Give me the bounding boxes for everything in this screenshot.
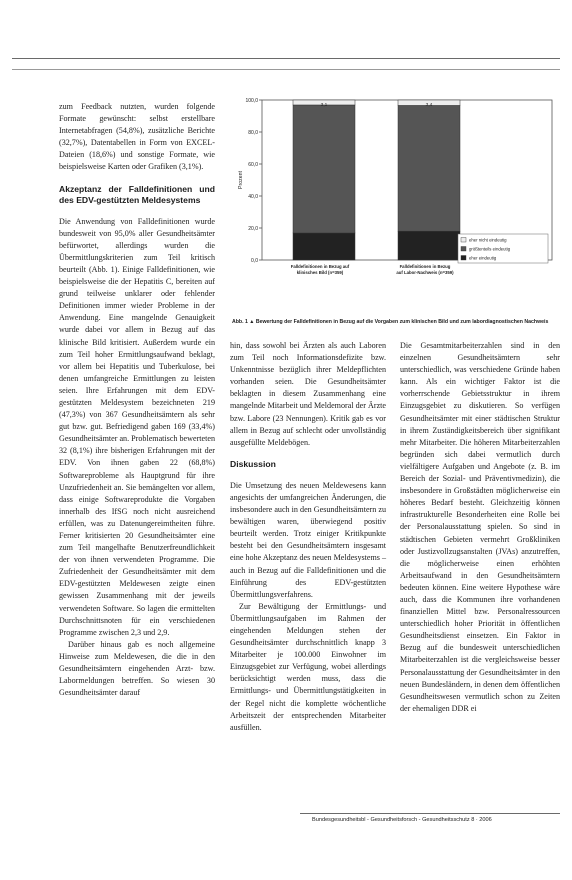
y-axis-label: Prozent xyxy=(238,171,244,189)
x-category-label: auf Labor-Nachweis (n=359) xyxy=(396,270,454,275)
col1-paragraph-2: Die Anwendung von Falldefinitionen wurde bundesweit von 95,0% aller Gesundheitsämter befürwortet, allerdings wurden die Übermittlungskriterien zum Teil kritisch beurteilt (Abb. 1). Einige Falldefinitionen, wie beispielsweise die der Hepatitis C, bereiten auf grund teilweise unklarer oder fehlender Definitionen immer wieder Probleme in der Anwendung. Eine mangelnde Genauigkeit wurde dabei vor allem in Bezug auf das klinische Bild kritisiert. Außerdem wurde ein zum Teil hoher Ermittlungsaufwand beklagt, vor allem bei Hepatitis und Tuberkulose, bei denen umfangreiche Ermittlungen zu leisten seien. Ihre Erfahrungen mit dem EDV-gestützten Meldesystem bezeichneten 219 (47,3%) von 367 Gesundheitsämtern als sehr gut bzw. gut. Befriedigend gaben 169 (33,4%) Gesundheitsämter an. Problematisch bewerteten 32 (8,1%) ihre bisherigen Erfahrungen mit der EDV. Von ihnen gaben 22 (68,8%) Softwareprobleme als Hauptgrund für ihre Unzufriedenheit an. Sie bemängelten vor allem, dass einige Softwareprodukte die Vorgaben innerhalb des IfSG noch nicht ausreichend erfüllen, was zu Datenungereimtheiten führe. Ferner kritisierten 20 Gesundheitsämter eine zum Teil mangelhafte Benutzerfreundlichkeit der von ihnen verwendeten Programme. Die Zufriedenheit der Gesundheitsämter mit dem EDV-gestützten Meldewesen zeigte einen gewissen Zusammenhang mit der jeweils verwendeten Software. So lagen die ermittelten Durchschnittsnoten für ein verschiedenen Programme zwischen 2,3 und 2,9. xyxy=(59,216,215,637)
y-tick-label: 100,0 xyxy=(245,98,258,104)
bar-top-label: 3,1 xyxy=(320,103,328,108)
header-rule-2 xyxy=(12,69,560,70)
col1-paragraph-3: Darüber hinaus gab es noch allgemeine Hinweise zum Meldewesen, die die in den Gesundheitsämtern eingehenden Arzt- bzw. Labormeldungen betreffen. So wiesen 30 Gesundheitsämter darauf xyxy=(59,639,215,698)
bar-segment xyxy=(398,231,460,260)
legend-label: eher eindeutig xyxy=(469,255,497,261)
col2-paragraph-1: hin, dass sowohl bei Ärzten als auch Laboren zum Teil noch Informationsdefizite bzw. Unkenntnisse bezüglich ihrer Meldepflichten vorhanden seien. Die Gesundheitsämter beklagten in diesem Zusammenhang eine mangelnde Mitarbeit und Meldemoral der Ärzte bzw. Labore (23 Nennungen). Kritik gab es vor allem in Bezug auf schlecht oder unvollständig ausgefüllte Meldebögen. xyxy=(230,341,386,447)
bar-segment xyxy=(293,233,355,260)
legend-label: eher nicht eindeutig xyxy=(469,237,507,243)
y-tick-label: 80,0 xyxy=(248,130,258,136)
figure-caption: Abb. 1 ▲ Bewertung der Falldefinitionen in Bezug auf die Vorgaben zum klinischen Bild und zum labordiagnostischen Nachweis xyxy=(232,319,549,325)
x-category-label: Falldefinitionen in Bezug xyxy=(399,264,451,269)
stacked-bar-chart xyxy=(232,92,562,292)
x-category-label: klinisches Bild (n=359) xyxy=(296,270,344,275)
bar-segment xyxy=(398,105,460,231)
column-3 xyxy=(400,340,560,715)
column-2 xyxy=(230,340,386,734)
section-heading-diskussion: Diskussion xyxy=(230,458,276,469)
page-footer: Bundesgesundheitsbl - Gesundheitsforsch - Gesundheitsschutz 8 · 2006 xyxy=(312,817,492,823)
col1-paragraph-1: zum Feedback nutzten, wurden folgende Formate gewünscht: selbst erstellbare Internetabfragen (54,8%), zusätzliche Berichte (32,7%), Datentabellen in Form von EXCEL-Dateien (18,6%) und sonstige Formate, wie beispielsweise Karten oder Grafiken (3,1%). xyxy=(59,102,215,172)
header-rule-1 xyxy=(12,58,560,59)
column-1 xyxy=(59,101,215,699)
figure-1 xyxy=(232,92,562,292)
legend-swatch xyxy=(461,256,466,261)
section-heading-akzeptanz: Akzeptanz der Falldefinitionen und des EDV-gestützten Meldesystems xyxy=(59,183,215,205)
y-tick-label: 20,0 xyxy=(248,226,258,232)
x-category-label: Falldefinitionen in Bezug auf xyxy=(290,264,350,269)
y-tick-label: 0,0 xyxy=(251,258,258,264)
col3-paragraph-1: Die Gesamtmitarbeiterzahlen sind in den einzelnen Gesundheitsämtern sehr unterschiedlich, was verschiedene Gründe haben kann. Als ein wichtiger Faktor ist die vorherrschende Gebietsstruktur in ihrem Einzugsgebiet zu diskutieren. So verfügen Gesundheitsämter mit einer städtischen Struktur in ihrem Zuständigkeitsbereich über signifikant mehr Mitarbeiter. Die höheren Mitarbeiterzahlen begründen sich dabei vermutlich durch vielfältigere Aufgaben und Angebote (z. B. im Bereich der Sozial- und Präventivmedizin), die insbesondere in Großstädten möglicherweise ein höheres Bedarf besteht. Gleichzeitig können infrastrukturelle Besonderheiten eine Rolle bei der Personalausstattung spielen. So sind in städtischen Gebieten vermehrt Großkliniken oder Justizvollzugsanstalten (JVAs) anzutreffen, die möglicherweise einen erhöhten Arbeitsaufwand in den Gesundheitsämtern bedeuten können. Eine weitere Hypothese wäre auch, dass die Kommunen ihre vorhandenen finanziellen Mittel bzw. Personalressourcen unterschiedlich hoher Priorität in öffentlichen Gesundheitsdienst einsetzen. Ein Faktor in Bezug auf die bundesweit unterschiedlichen Mitarbeiterzahlen ist die vergleichsweise besser Personalausstattung der Gesundheitsämter in den neuen Bundesländern, in denen dem öffentlichen Gesundheitswesen vermutlich schon zu Zeiten der ehemaligen DDR ei xyxy=(400,341,560,713)
col2-paragraph-2: Die Umsetzung des neuen Meldewesens kann angesichts der umfangreichen Änderungen, die insbesondere auch in den Gesundheitsämtern zu bewältigen waren, überwiegend positiv beurteilt werden. Trotz einiger Kritikpunkte besteht bei den Gesundheitsämtern insgesamt eine hohe Akzeptanz des neuen Meldesystems – auch in Bezug auf die Falldefinitionen und die Einführung des EDV-gestützten Übermittlungsverfahrens. xyxy=(230,480,386,599)
col2-paragraph-3: Zur Bewältigung der Ermittlungs- und Übermittlungsaufgaben im Rahmen der eingehenden Meldungen stehen der Gesundheitsämter durchschnittlich knapp 3 Mitarbeiter je 100.000 Einwohner im Einzugsgebiet zur Verfügung, wobei allerdings berücksichtigt werden muss, dass die Ermittlungs- und Übermittlungstätigkeiten in der Regel nicht die komplette wöchentliche Arbeitszeit der entsprechenden Mitarbeiter ausfüllen. xyxy=(230,601,386,732)
legend-swatch xyxy=(461,247,466,252)
footer-rule xyxy=(300,813,560,814)
y-tick-label: 40,0 xyxy=(248,194,258,200)
bar-segment xyxy=(293,105,355,233)
y-tick-label: 60,0 xyxy=(248,162,258,168)
legend-label: größtenteils eindeutig xyxy=(469,246,511,252)
legend-swatch xyxy=(461,238,466,243)
bar-top-label: 3,4 xyxy=(425,103,433,108)
